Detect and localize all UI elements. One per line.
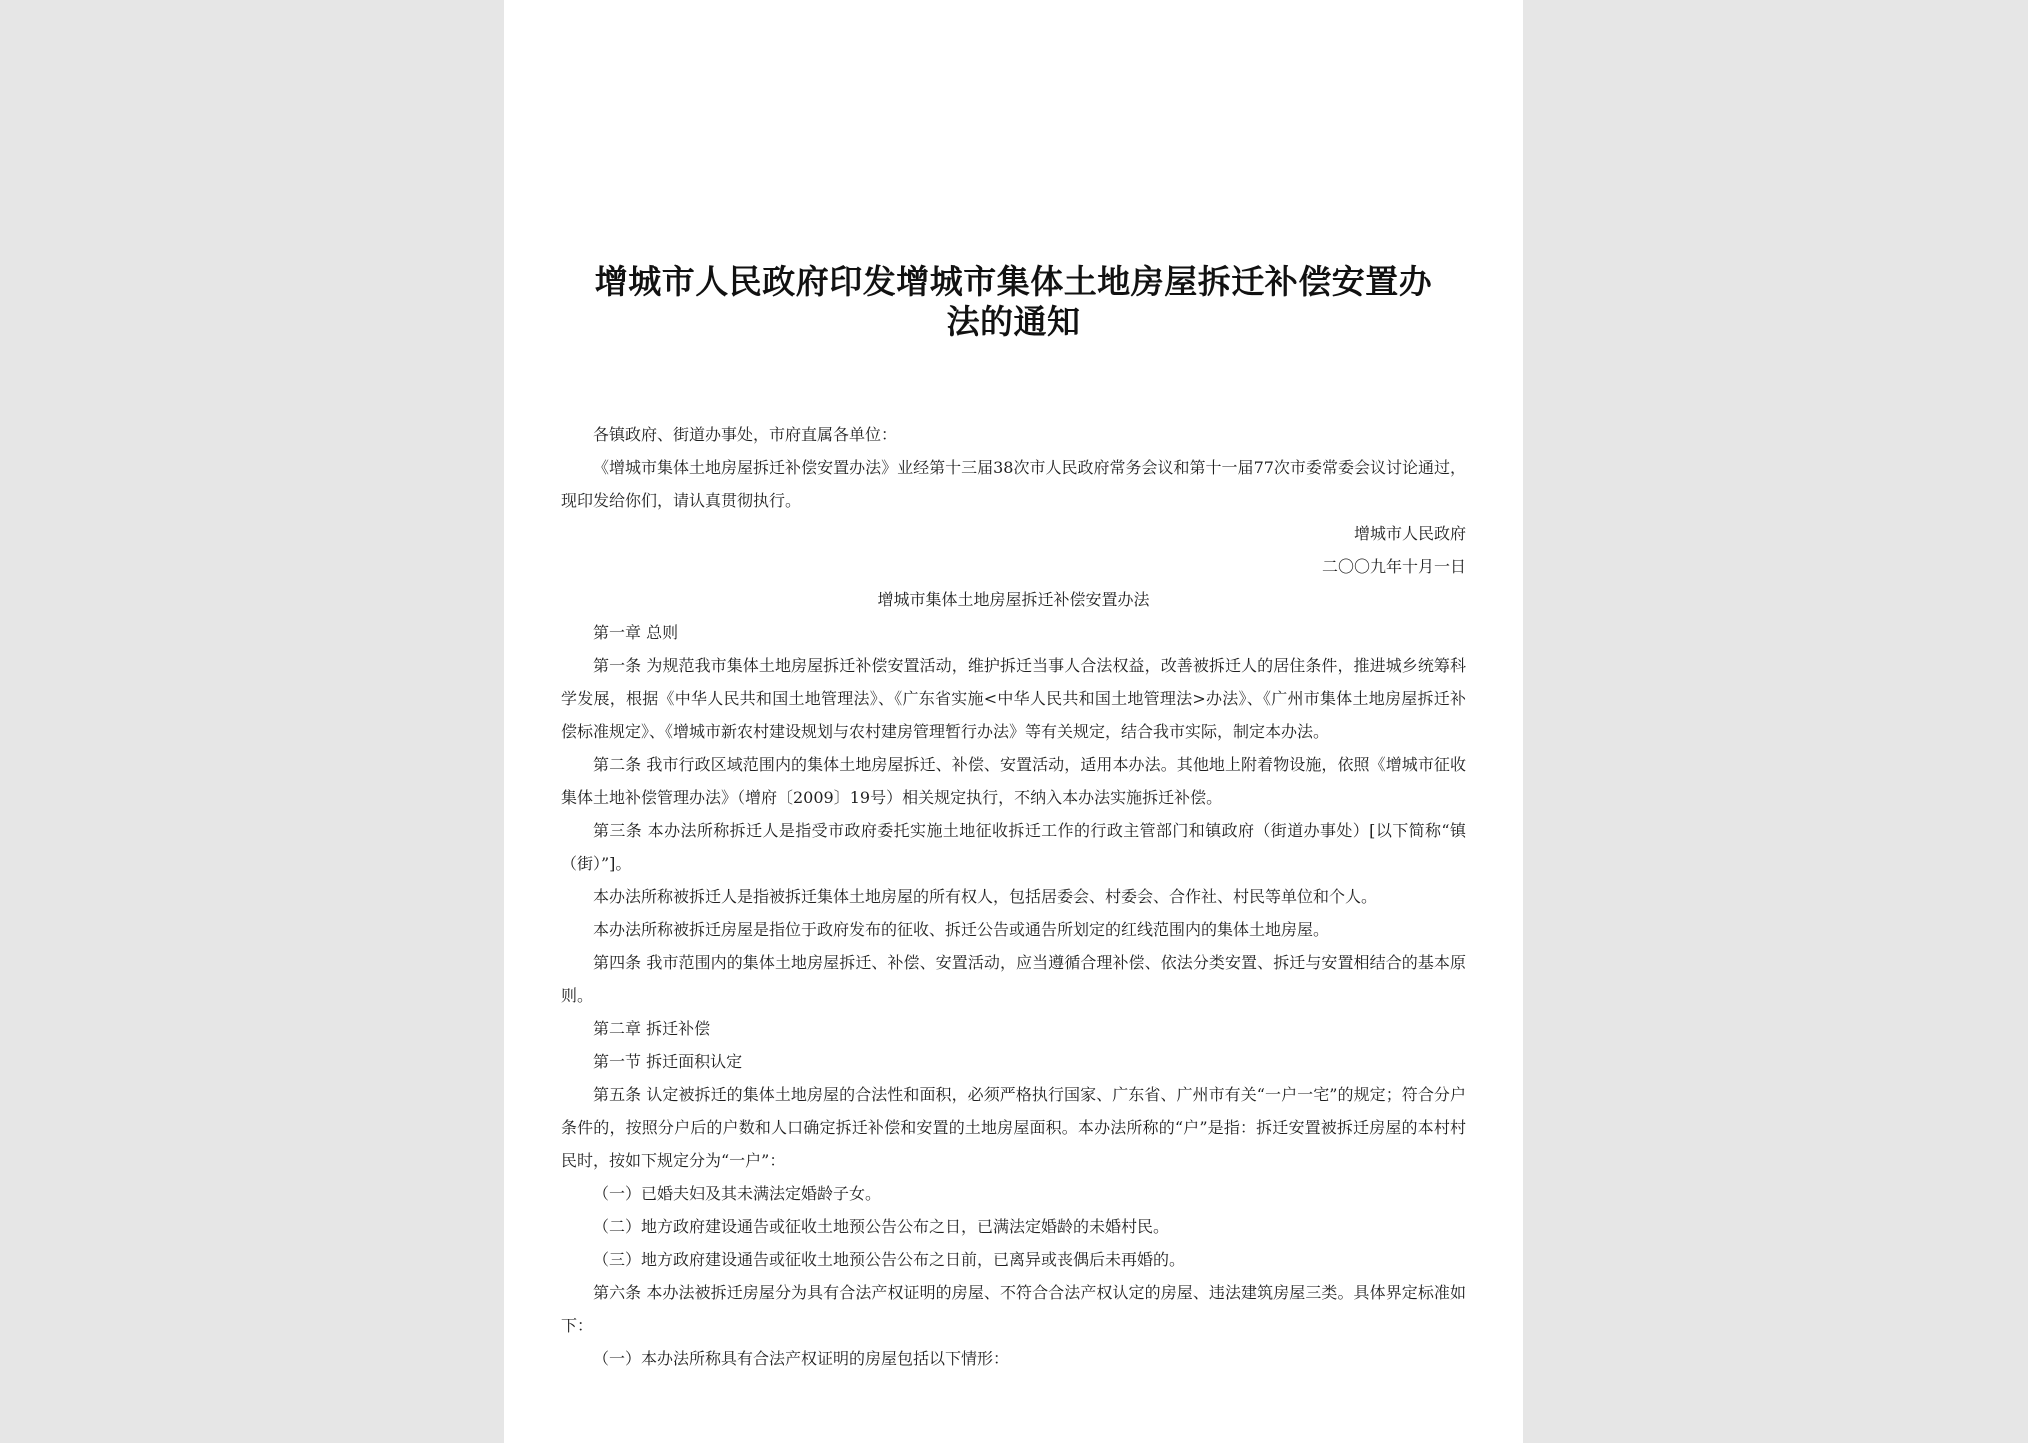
document-page: [504, 0, 1523, 1443]
document-body: [561, 418, 1466, 1375]
chapter-heading: 第一章 总则: [593, 623, 679, 642]
article-paragraph: 第三条 本办法所称拆迁人是指受市政府委托实施土地征收拆迁工作的行政主管部门和镇政府（街道办事处）[以下简称“镇（街）”]。: [561, 821, 1466, 873]
intro-paragraph: 《增城市集体土地房屋拆迁补偿安置办法》业经第十三届38次市人民政府常务会议和第十一届77次市委常委会议讨论通过，现印发给你们，请认真贯彻执行。: [561, 458, 1466, 510]
issue-date: 二〇〇九年十月一日: [1321, 557, 1466, 576]
article-paragraph: 第四条 我市范围内的集体土地房屋拆迁、补偿、安置活动，应当遵循合理补偿、依法分类安置、拆迁与安置相结合的基本原则。: [561, 953, 1466, 1005]
article-paragraph: 本办法所称被拆迁房屋是指位于政府发布的征收、拆迁公告或通告所划定的红线范围内的集体土地房屋。: [593, 920, 1330, 939]
list-item: （一）已婚夫妇及其未满法定婚龄子女。: [593, 1184, 882, 1203]
article-paragraph: 本办法所称被拆迁人是指被拆迁集体土地房屋的所有权人，包括居委会、村委会、合作社、村民等单位和个人。: [593, 887, 1378, 906]
article-paragraph: 第五条 认定被拆迁的集体土地房屋的合法性和面积，必须严格执行国家、广东省、广州市有关“一户一宅”的规定；符合分户条件的，按照分户后的户数和人口确定拆迁补偿和安置的土地房屋面积。本办法所称的“户”是指：拆迁安置被拆迁房屋的本村村民时，按如下规定分为“一户”：: [561, 1085, 1466, 1170]
issuer-signature: 增城市人民政府: [1353, 524, 1466, 543]
article-paragraph: 第二条 我市行政区域范围内的集体土地房屋拆迁、补偿、安置活动，适用本办法。其他地上附着物设施，依照《增城市征收集体土地补偿管理办法》（增府〔2009〕19号）相关规定执行，不纳入本办法实施拆迁补偿。: [561, 755, 1466, 807]
list-item: （一）本办法所称具有合法产权证明的房屋包括以下情形：: [593, 1349, 1010, 1368]
list-item: （二）地方政府建设通告或征收土地预公告公布之日，已满法定婚龄的未婚村民。: [593, 1217, 1170, 1236]
list-item: （三）地方政府建设通告或征收土地预公告公布之日前，已离异或丧偶后未再婚的。: [593, 1250, 1186, 1269]
salutation: 各镇政府、街道办事处，市府直属各单位：: [593, 425, 898, 444]
article-paragraph: 第六条 本办法被拆迁房屋分为具有合法产权证明的房屋、不符合合法产权认定的房屋、违法建筑房屋三类。具体界定标准如下：: [561, 1283, 1466, 1335]
chapter-heading: 第二章 拆迁补偿: [593, 1019, 711, 1038]
document-title: 增城市人民政府印发增城市集体土地房屋拆迁补偿安置办法的通知: [594, 262, 1433, 341]
measures-title: 增城市集体土地房屋拆迁补偿安置办法: [877, 590, 1150, 609]
section-heading: 第一节 拆迁面积认定: [593, 1052, 743, 1071]
article-paragraph: 第一条 为规范我市集体土地房屋拆迁补偿安置活动，维护拆迁当事人合法权益，改善被拆迁人的居住条件，推进城乡统筹科学发展，根据《中华人民共和国土地管理法》、《广东省实施<中华人民共和国土地管理法>办法》、《广州市集体土地房屋拆迁补偿标准规定》、《增城市新农村建设规划与农村建房管理暂行办法》等有关规定，结合我市实际，制定本办法。: [561, 656, 1466, 741]
